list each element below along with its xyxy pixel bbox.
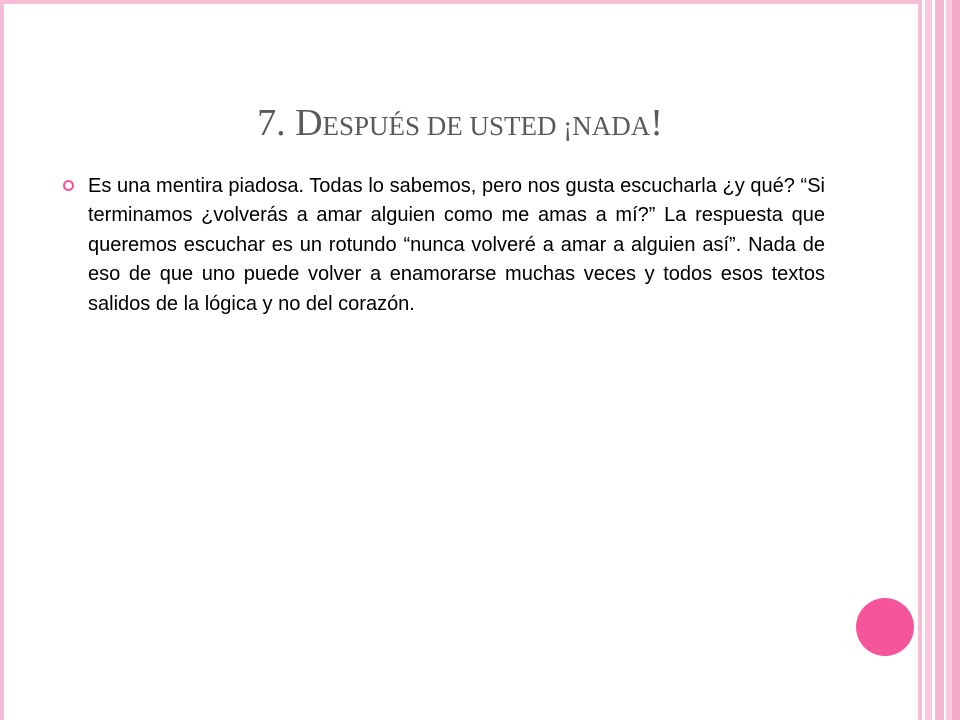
bullet-text: Es una mentira piadosa. Todas lo sabemos, pero nos gusta escucharla ¿y qué? “Si terminamos ¿volverás a amar alguien como me amas a mí?” La respuesta que queremos escuchar es un rotundo “nunca volveré a amar a alguien así”. Nada de eso de que uno puede volver a enamorarse muchas veces y todos esos textos salidos de la lógica y no del corazón. bbox=[88, 175, 825, 315]
slide-content bbox=[60, 172, 825, 319]
bullet-ring-icon bbox=[63, 180, 74, 191]
stripe bbox=[935, 0, 944, 720]
stripe bbox=[925, 0, 932, 720]
title-part: ! bbox=[650, 102, 663, 144]
bullet-item bbox=[60, 172, 825, 319]
title-part-small-caps: ESPUÉS DE USTED ¡NADA bbox=[322, 111, 651, 141]
decorative-circle bbox=[856, 598, 914, 656]
title-part: 7. D bbox=[257, 102, 323, 144]
frame-left-border bbox=[0, 0, 4, 720]
slide-title bbox=[60, 98, 860, 151]
stripe bbox=[952, 0, 960, 720]
frame-top-border bbox=[0, 0, 920, 4]
right-decorative-stripes bbox=[918, 0, 960, 720]
